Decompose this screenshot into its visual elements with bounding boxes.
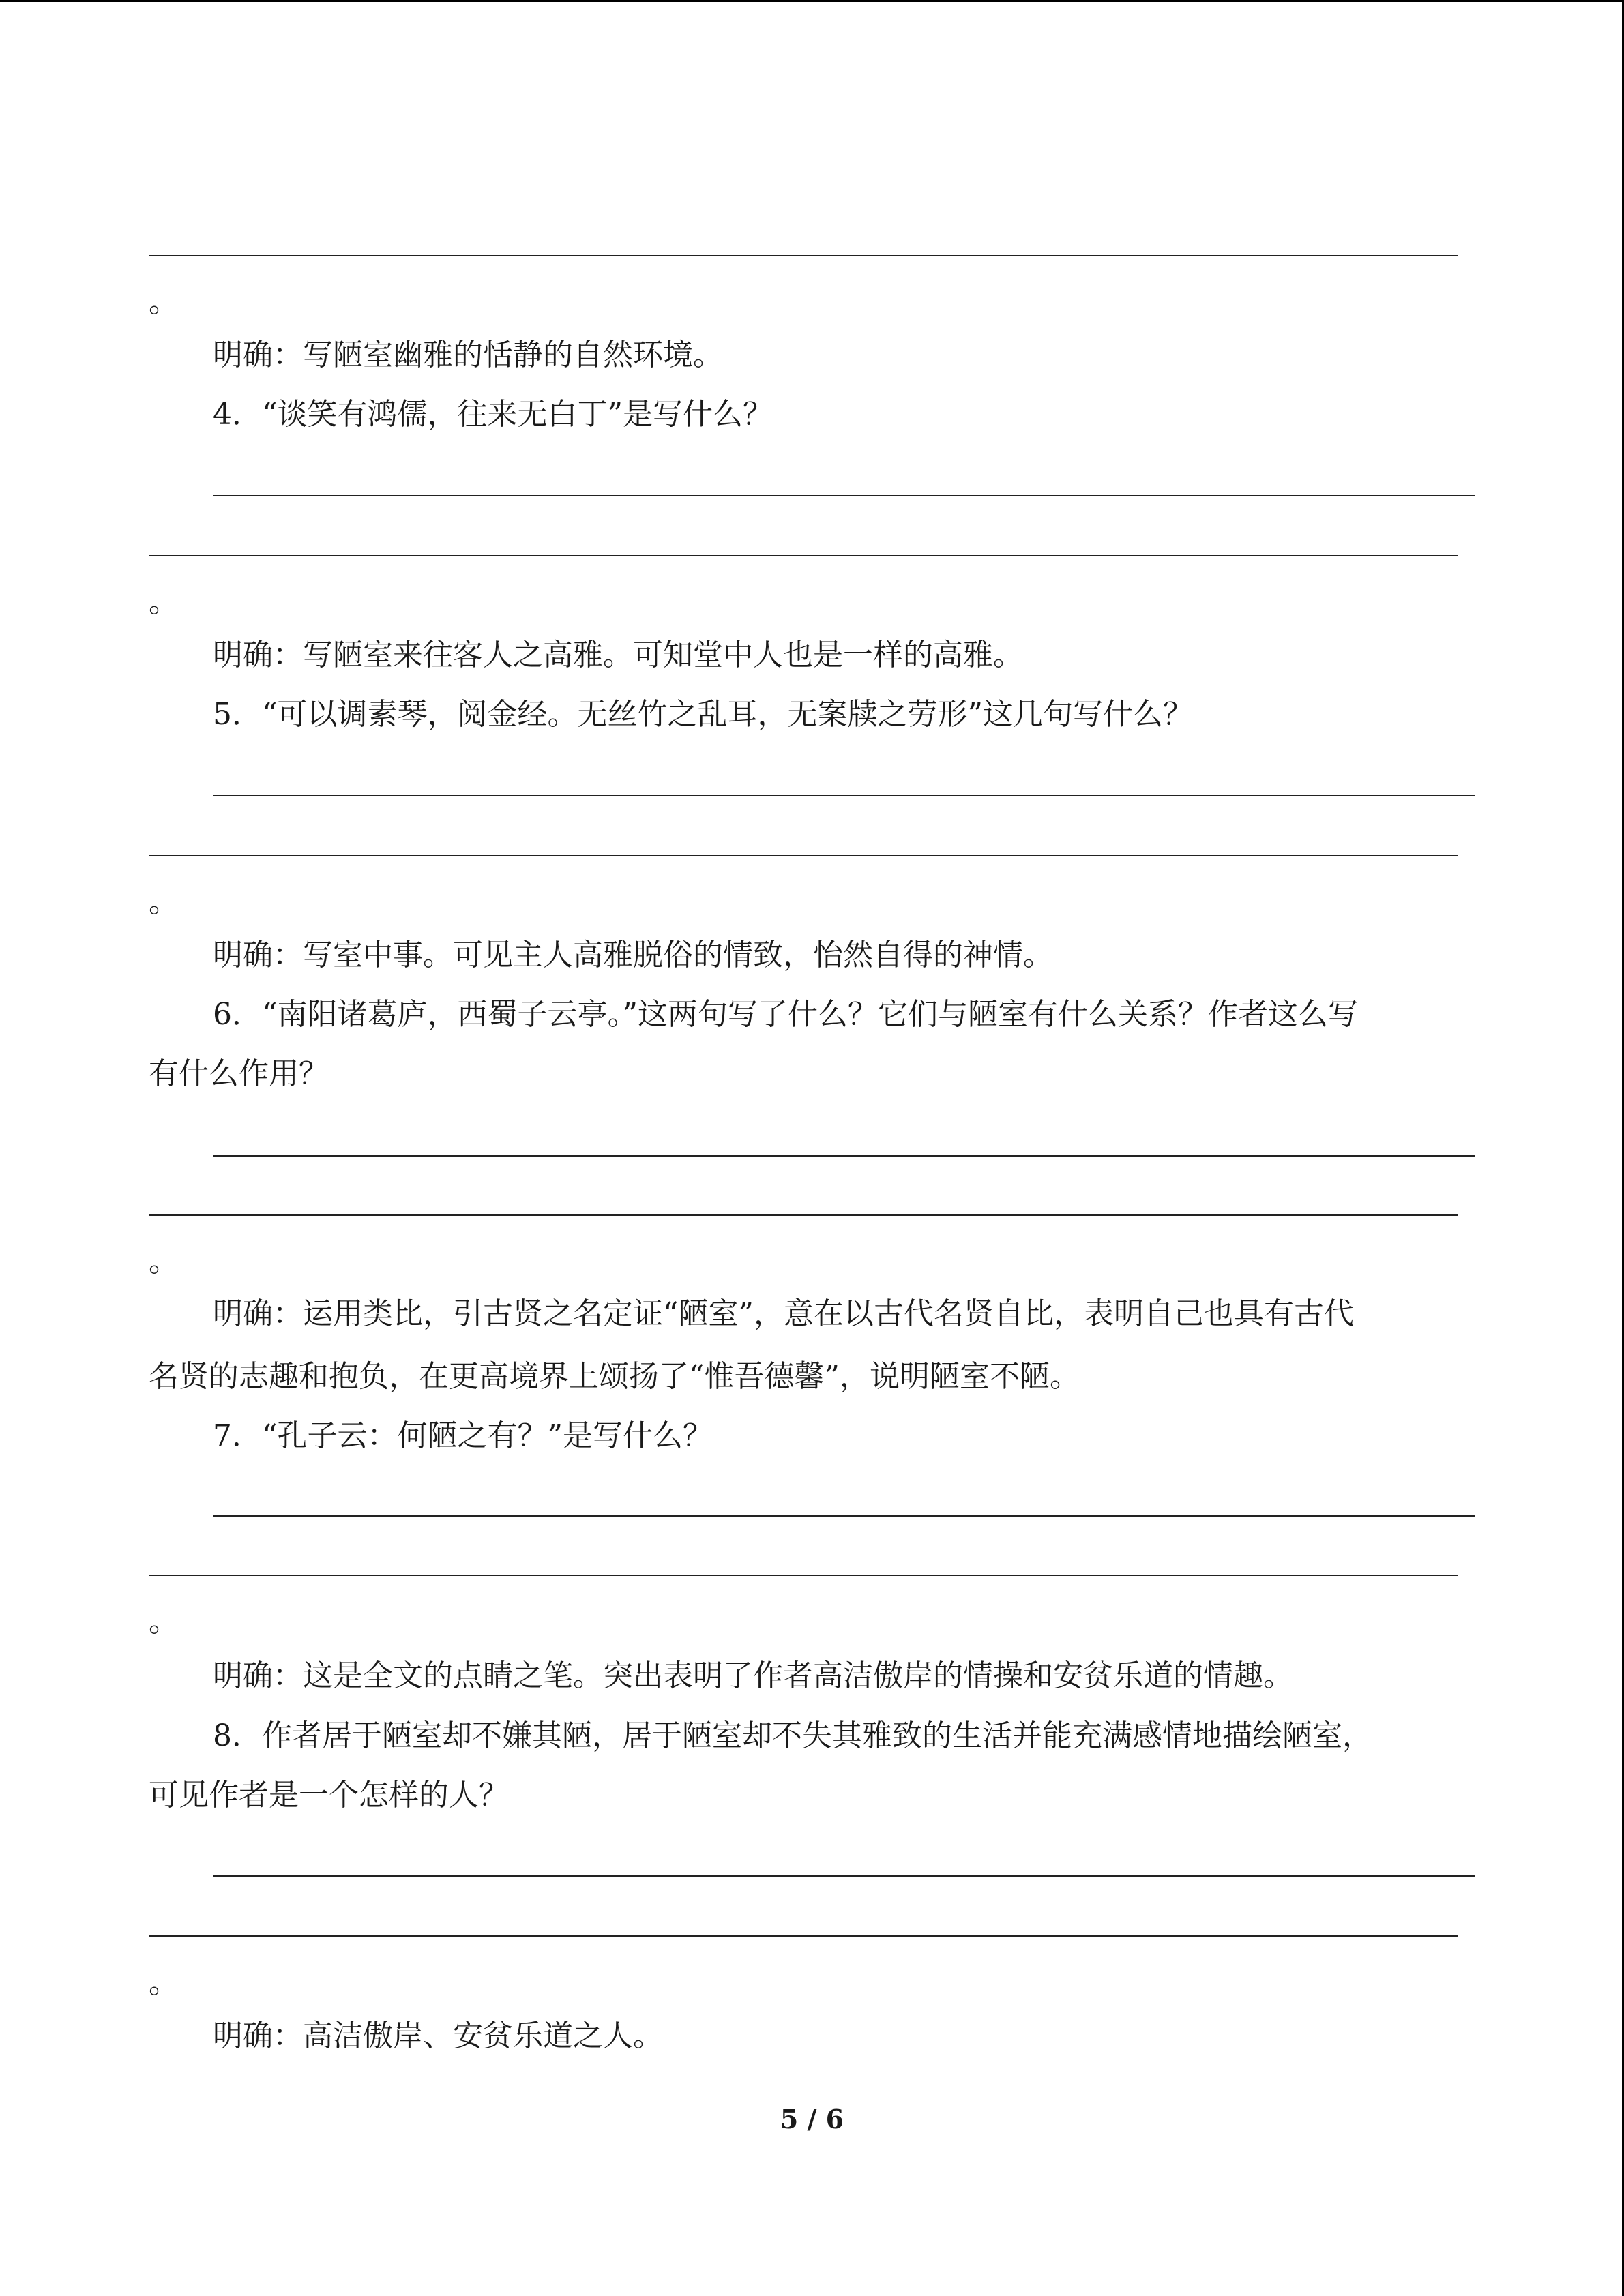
answer-line[interactable] xyxy=(149,1214,1458,1216)
answer-line[interactable] xyxy=(149,255,1458,256)
answer-line[interactable] xyxy=(149,1935,1458,1937)
answer-line[interactable] xyxy=(149,855,1458,856)
answer-line[interactable] xyxy=(149,1575,1458,1576)
answer-text: 明确：这是全文的点睛之笔。突出表明了作者高洁傲岸的情操和安贫乐道的情趣。 xyxy=(213,1658,1293,1693)
answer-text: 明确：写陋室幽雅的恬静的自然环境。 xyxy=(213,338,723,372)
answer-line[interactable] xyxy=(213,795,1475,796)
answer-line[interactable] xyxy=(149,555,1458,556)
answer-text: 明确：高洁傲岸、安贫乐道之人。 xyxy=(213,2018,663,2053)
line-end-period: 。 xyxy=(149,284,179,319)
answer-text: 明确：写室中事。可见主人高雅脱俗的情致，怡然自得的神情。 xyxy=(213,938,1053,972)
question-text: 8．作者居于陋室却不嫌其陋，居于陋室却不失其雅致的生活并能充满感情地描绘陋室， xyxy=(213,1718,1372,1753)
question-text-continued: 有什么作用？ xyxy=(149,1056,329,1091)
line-end-period: 。 xyxy=(149,584,179,619)
answer-line[interactable] xyxy=(213,495,1475,496)
question-text: 6．“南阳诸葛庐，西蜀子云亭。”这两句写了什么？它们与陋室有什么关系？作者这么写 xyxy=(213,997,1358,1032)
line-end-period: 。 xyxy=(149,1965,179,2000)
answer-line[interactable] xyxy=(213,1875,1475,1877)
page-number: 5 / 6 xyxy=(780,2104,844,2134)
answer-text: 明确：运用类比，引古贤之名定证“陋室”，意在以古代名贤自比，表明自己也具有古代 xyxy=(213,1296,1354,1331)
answer-text-continued: 名贤的志趣和抱负，在更高境界上颂扬了“惟吾德馨”，说明陋室不陋。 xyxy=(149,1359,1080,1394)
question-text: 7．“孔子云：何陋之有？”是写什么？ xyxy=(213,1418,713,1453)
line-end-period: 。 xyxy=(149,1244,179,1279)
question-text: 5．“可以调素琴，阅金经。无丝竹之乱耳，无案牍之劳形”这几句写什么？ xyxy=(213,697,1193,732)
answer-line[interactable] xyxy=(213,1155,1475,1157)
line-end-period: 。 xyxy=(149,1604,179,1639)
answer-text: 明确：写陋室来往客人之高雅。可知堂中人也是一样的高雅。 xyxy=(213,638,1023,672)
question-text: 4．“谈笑有鸿儒，往来无白丁”是写什么？ xyxy=(213,397,773,432)
line-end-period: 。 xyxy=(149,884,179,919)
answer-line[interactable] xyxy=(213,1515,1475,1517)
page-border-top xyxy=(0,0,1624,2)
question-text-continued: 可见作者是一个怎样的人？ xyxy=(149,1778,509,1813)
